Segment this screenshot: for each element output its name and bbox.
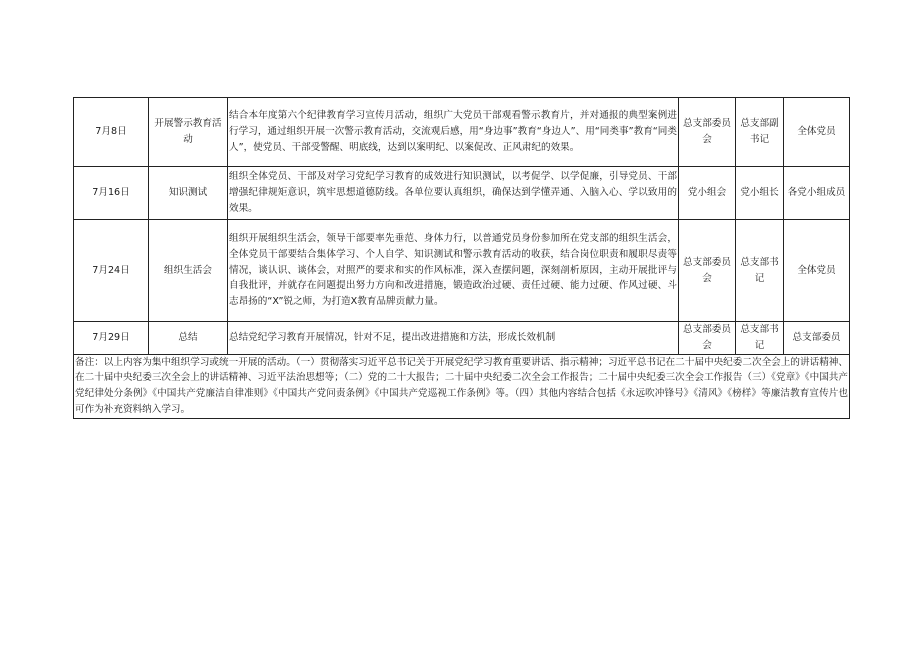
activity-date: 7月29日 <box>74 322 149 355</box>
activity-schedule-table <box>73 97 850 419</box>
table-row <box>74 322 850 355</box>
participants: 总支部委员 <box>784 322 850 355</box>
activity-date: 7月16日 <box>74 167 149 220</box>
activity-name: 知识测试 <box>149 167 228 220</box>
table-row <box>74 98 850 167</box>
organizing-unit: 总支部委员会 <box>679 322 736 355</box>
responsible-person: 党小组长 <box>736 167 784 220</box>
activity-name: 组织生活会 <box>149 220 228 322</box>
table-row <box>74 167 850 220</box>
participants: 全体党员 <box>784 98 850 167</box>
activity-name: 总结 <box>149 322 228 355</box>
note-row <box>74 354 850 418</box>
activity-content: 组织开展组织生活会，领导干部要率先垂范、身体力行，以普通党员身份参加所在党支部的组织生活会，全体党员干部要结合集体学习、个人自学、知识测试和警示教育活动的收获，结合岗位职责和履职尽责等情况，谈认识、谈体会，对照严的要求和实的作风标准，深入查摆问题，深刻剖析原因，主动开展批评与自我批评，并就存在问题提出努力方向和改进措施，锻造政治过硬、责任过硬、能力过硬、作风过硬、斗志昂扬的“X”锐之师，为打造X教育品牌贡献力量。 <box>228 220 679 322</box>
table-row <box>74 220 850 322</box>
participants: 全体党员 <box>784 220 850 322</box>
activity-name: 开展警示教育活动 <box>149 98 228 167</box>
responsible-person: 总支部书记 <box>736 220 784 322</box>
responsible-person: 总支部副书记 <box>736 98 784 167</box>
activity-date: 7月24日 <box>74 220 149 322</box>
activity-content: 总结党纪学习教育开展情况，针对不足，提出改进措施和方法，形成长效机制 <box>228 322 679 355</box>
activity-content: 结合本年度第六个纪律教育学习宣传月活动，组织广大党员干部观看警示教育片，并对通报的典型案例进行学习，通过组织开展一次警示教育活动，交流观后感，用“身边事”教育“身边人”、用“同类事”教育“同类人”，使党员、干部受警醒、明底线，达到以案明纪、以案促改、正风肃纪的效果。 <box>228 98 679 167</box>
activity-content: 组织全体党员、干部及对学习党纪学习教育的成效进行知识测试，以考促学、以学促廉，引导党员、干部增强纪律规矩意识，筑牢思想道德防线。各单位要认真组织，确保达到学懂弄通、入脑入心、学以致用的效果。 <box>228 167 679 220</box>
responsible-person: 总支部书记 <box>736 322 784 355</box>
activity-date: 7月8日 <box>74 98 149 167</box>
organizing-unit: 总支部委员会 <box>679 220 736 322</box>
organizing-unit: 总支部委员会 <box>679 98 736 167</box>
participants: 各党小组成员 <box>784 167 850 220</box>
remarks-note: 备注：以上内容为集中组织学习或统一开展的活动。（一）贯彻落实习近平总书记关于开展党纪学习教育重要讲话、指示精神；习近平总书记在二十届中央纪委二次全会上的讲话精神、在二十届中央纪委三次全会上的讲话精神、习近平法治思想等；（二）党的二十大报告；二十届中央纪委二次全会工作报告；二十届中央纪委三次全会工作报告（三）《党章》《中国共产党纪律处分条例》《中国共产党廉洁自律准则》《中国共产党问责条例》《中国共产党巡视工作条例》等。（四）其他内容结合包括《永远吹冲锋号》《清风》《榜样》等廉洁教育宣传片也可作为补充资料纳入学习。 <box>74 354 850 418</box>
organizing-unit: 党小组会 <box>679 167 736 220</box>
